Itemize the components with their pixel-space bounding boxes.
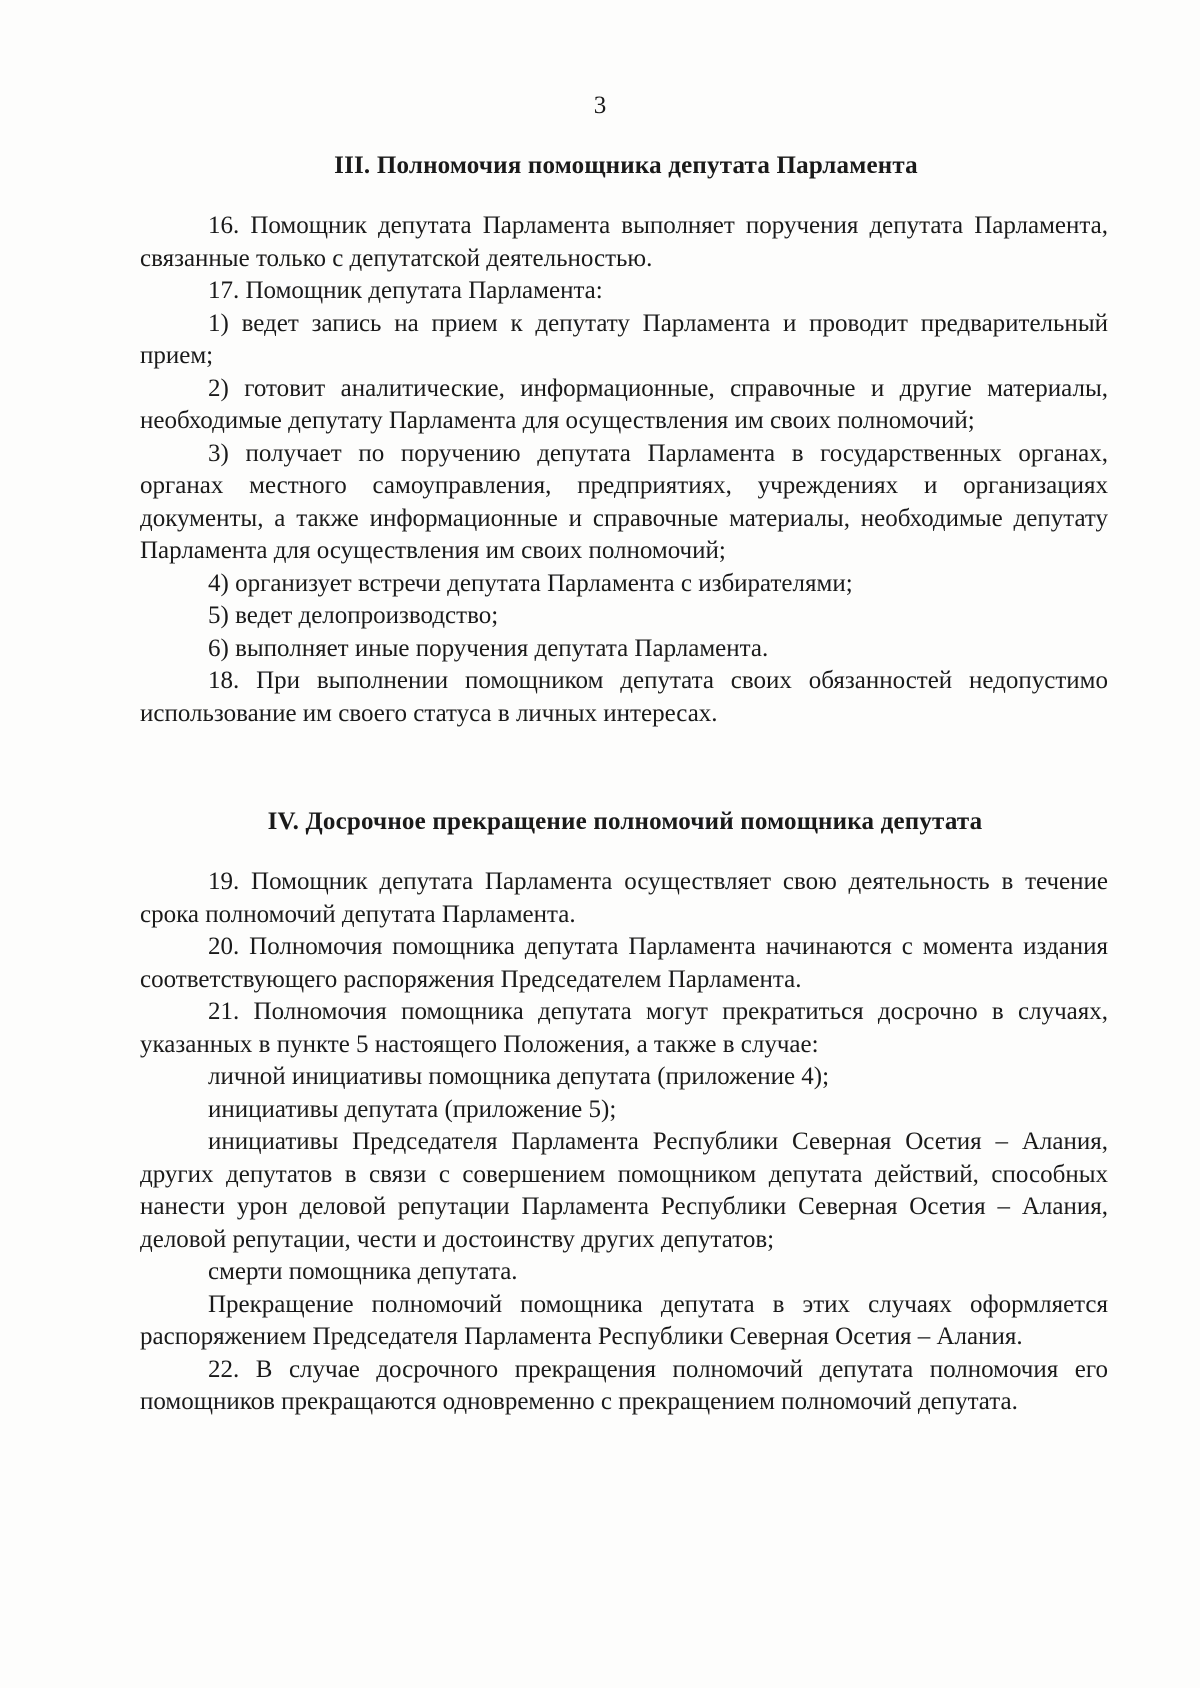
paragraph-16: 16. Помощник депутата Парламента выполняет поручения депутата Парламента, связанные только с депутатской деятельностью. (140, 212, 1108, 272)
case-death: смерти помощника депутата. (208, 1258, 518, 1285)
case-chairman-initiative: инициативы Председателя Парламента Республики Северная Осетия – Алания, других депутатов в связи с совершением помощником депутата действий, способных нанести урон деловой репутации Парламента Республики Северная Осетия – Алания, деловой репутации, чести и достоинству других депутатов; (140, 1128, 1108, 1253)
list-item-5: 5) ведет делопроизводство; (208, 602, 499, 629)
list-item-6: 6) выполняет иные поручения депутата Парламента. (208, 634, 769, 662)
paragraph-17: 17. Помощник депутата Парламента: (208, 277, 603, 304)
section-iii (140, 146, 1108, 730)
paragraph-20: 20. Полномочия помощника депутата Парламента начинаются с момента издания соответствующего распоряжения Председателем Парламента. (140, 933, 1108, 993)
termination-order: Прекращение полномочий помощника депутата в этих случаях оформляется распоряжением Председателя Парламента Республики Северная Осетия – Алания. (140, 1290, 1108, 1350)
section-body (140, 866, 1108, 1419)
section-iv (140, 802, 1108, 1419)
paragraph-22: 22. В случае досрочного прекращения полномочий депутата полномочия его помощников прекращаются одновременно с прекращением полномочий депутата. (140, 1355, 1108, 1415)
list-item-3: 3) получает по поручению депутата Парламента в государственных органах, органах местного самоуправления, предприятиях, учреждениях и организациях документы, а также информационные и справочные материалы, необходимые депутату Парламента для осуществления им своих полномочий; (140, 439, 1108, 564)
paragraph-19: 19. Помощник депутата Парламента осуществляет свою деятельность в течение срока полномочий депутата Парламента. (140, 868, 1108, 928)
paragraph-18: 18. При выполнении помощником депутата своих обязанностей недопустимо использование им своего статуса в личных интересах. (140, 667, 1108, 727)
case-personal-initiative: личной инициативы помощника депутата (приложение 4); (208, 1063, 830, 1090)
list-item-2: 2) готовит аналитические, информационные, справочные и другие материалы, необходимые депутату Парламента для осуществления им своих полномочий; (140, 374, 1108, 434)
section-body (140, 210, 1108, 730)
section-heading: IV. Досрочное прекращение полномочий помощника депутата (267, 808, 983, 835)
list-item-4: 4) организует встречи депутата Парламента с избирателями; (208, 569, 853, 597)
list-item-1: 1) ведет запись на прием к депутату Парламента и проводит предварительный прием; (140, 309, 1108, 369)
section-heading: III. Полномочия помощника депутата Парламента (334, 152, 918, 179)
page-number: 3 (593, 92, 607, 119)
case-deputy-initiative: инициативы депутата (приложение 5); (208, 1095, 617, 1123)
paragraph-21: 21. Полномочия помощника депутата могут прекратиться досрочно в случаях, указанных в пункте 5 настоящего Положения, а также в случае: (140, 998, 1108, 1058)
